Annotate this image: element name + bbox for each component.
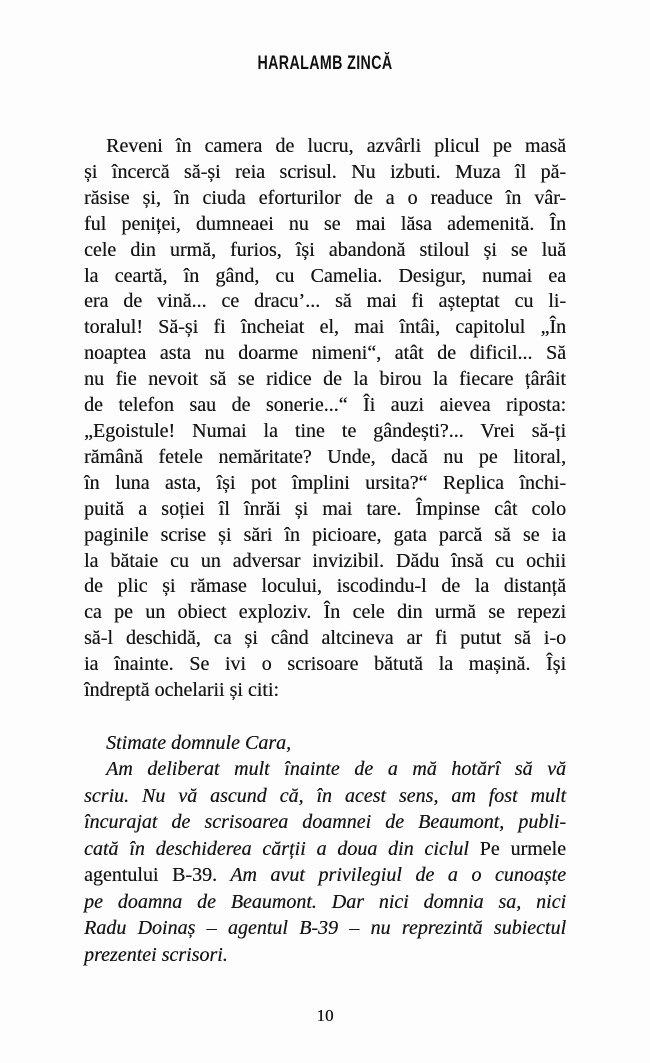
text-segment: noaptea asta nu doarme nimeni“, atât de dificil... Să <box>84 342 566 365</box>
text-line <box>84 730 566 757</box>
text-segment: pe doamna de Beaumont. Dar nici domnia sa, nici <box>84 890 566 913</box>
text-segment: îndreptă ochelarii și citi: <box>84 679 279 702</box>
text-segment: Stimate domnule Cara, <box>106 731 291 754</box>
text-line <box>84 626 566 652</box>
text-segment: de telefon sau de sonerie...“ Îi auzi aievea riposta: <box>84 394 566 417</box>
text-line <box>84 836 566 863</box>
text-line <box>84 264 566 290</box>
text-segment: ca pe un obiect exploziv. În cele din urmă se repezi <box>84 601 566 624</box>
text-line <box>84 678 566 704</box>
text-line <box>84 212 566 238</box>
text-line <box>84 942 566 969</box>
book-title-roman: Pe urmele <box>479 837 566 860</box>
text-segment: cele din urmă, furios, își abandonă stiloul și se luă <box>84 238 566 261</box>
text-line <box>84 445 566 471</box>
text-segment: prezentei scrisori. <box>84 943 228 966</box>
text-line <box>84 160 566 186</box>
text-segment: și încercă să-și reia scrisul. Nu izbuti. Muza îl pă- <box>84 160 566 183</box>
text-line <box>84 393 566 419</box>
body-paragraph <box>84 134 566 704</box>
text-line <box>84 523 566 549</box>
text-segment: ful peniței, dumneaei nu se mai lăsa ademenită. În <box>84 212 566 235</box>
text-line <box>84 289 566 315</box>
text-segment: în luna asta, își pot împlini ursita?“ Replica închi- <box>84 471 566 494</box>
text-line <box>84 238 566 264</box>
text-line <box>84 471 566 497</box>
text-line <box>84 783 566 810</box>
text-segment: să-l deschidă, ca și când altcineva ar fi putut să i-o <box>84 627 566 650</box>
page-number: 10 <box>316 1006 334 1025</box>
text-segment: răsise și, în ciuda eforturilor de a o readuce în vâr- <box>84 186 566 209</box>
text-line <box>84 889 566 916</box>
page-text <box>84 134 566 968</box>
text-segment: Reveni în camera de lucru, azvârli plicul pe masă <box>106 135 566 157</box>
text-segment: cată în deschiderea cărții a doua din ciclul <box>84 837 480 860</box>
text-line <box>84 186 566 212</box>
text-segment: ia înainte. Se ivi o scrisoare bătută la mașină. Își <box>84 653 566 676</box>
text-segment: la bătaie cu un adversar invizibil. Dădu însă cu ochii <box>84 549 566 572</box>
text-line <box>84 549 566 575</box>
text-segment: era de vină... ce dracu’... să mai fi așteptat cu li- <box>84 290 566 313</box>
text-segment: rămână fetele nemăritate? Unde, dacă nu pe litoral, <box>84 445 566 468</box>
text-line <box>84 809 566 836</box>
text-line <box>84 341 566 367</box>
letter-excerpt <box>84 730 566 969</box>
text-segment: scriu. Nu vă ascund că, în acest sens, am fost mult <box>84 784 566 807</box>
text-line <box>84 315 566 341</box>
text-line <box>84 497 566 523</box>
text-line <box>84 419 566 445</box>
text-segment: nu fie nevoit să se ridice de la birou la fiecare țârâit <box>84 368 566 391</box>
text-segment: toralul! Să-și fi încheiat el, mai întâi, capitolul „În <box>84 316 566 339</box>
text-segment: încurajat de scrisoarea doamnei de Beaumont, publi- <box>84 811 566 834</box>
text-segment: de plic și rămase locului, iscodindu-l de la distanță <box>84 575 566 598</box>
text-segment: paginile scrise și sări în picioare, gata parcă să se ia <box>84 523 566 546</box>
text-line <box>84 134 566 160</box>
book-title-roman: agentului B-39. <box>84 864 217 887</box>
text-segment: puită a soției îl înrăi și mai tare. Împinse cât colo <box>84 497 566 520</box>
text-segment: Am deliberat mult înainte de a mă hotărî să vă <box>106 758 566 781</box>
text-line <box>84 600 566 626</box>
text-line <box>84 862 566 889</box>
text-line <box>84 756 566 783</box>
text-line <box>84 915 566 942</box>
text-segment: la ceartă, în gând, cu Camelia. Desigur, numai ea <box>84 264 566 287</box>
text-line <box>84 652 566 678</box>
author-header: HARALAMB ZINCĂ <box>257 53 393 74</box>
text-line <box>84 574 566 600</box>
text-segment: „Egoistule! Numai la tine te gândești?... Vrei să-ți <box>84 419 566 442</box>
text-line <box>84 367 566 393</box>
text-segment: Radu Doinaș – agentul B-39 – nu reprezintă subiectul <box>84 917 566 940</box>
text-segment: Am avut privilegiul de a o cunoaște <box>217 864 566 887</box>
